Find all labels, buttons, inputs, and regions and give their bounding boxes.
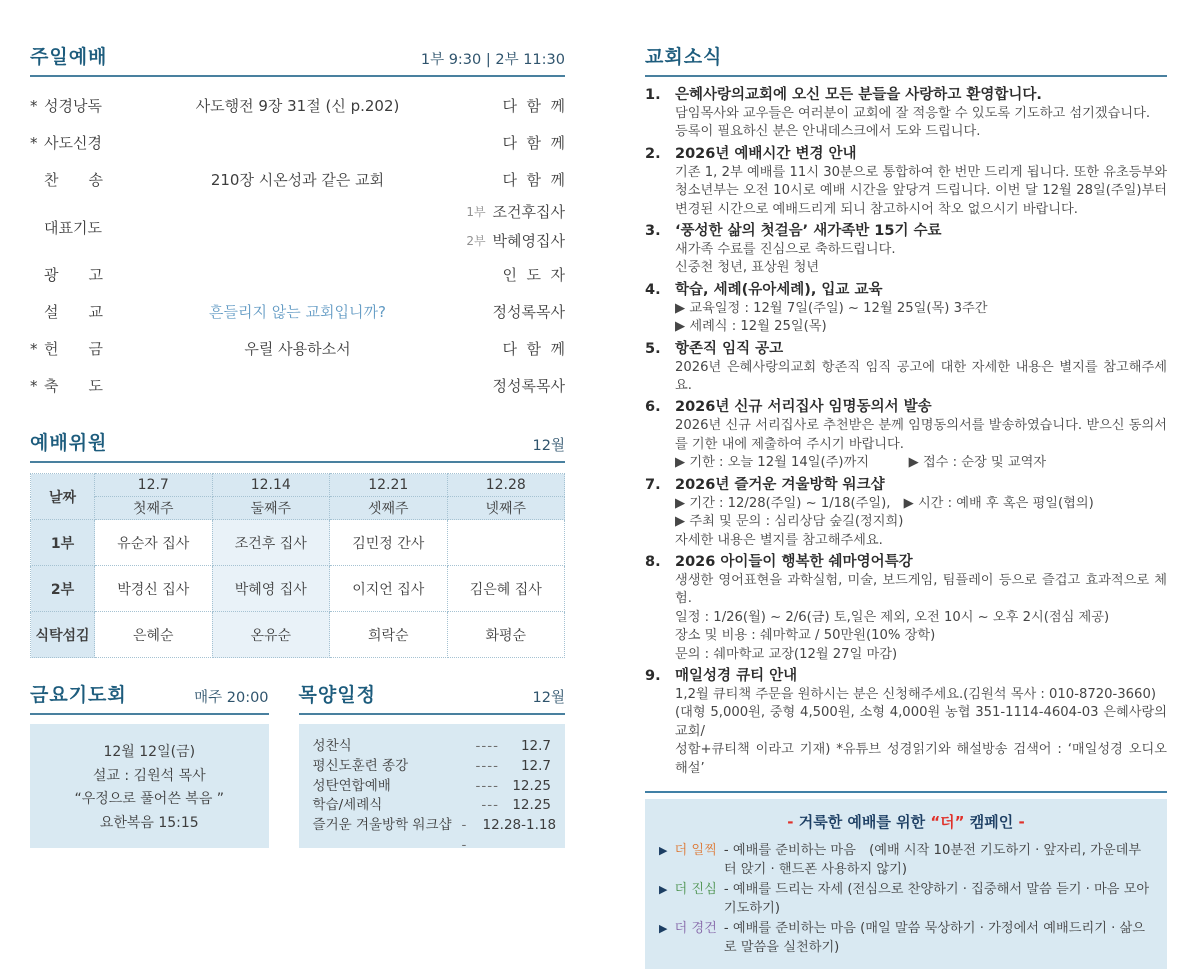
- sunday-worship-times: 1부 9:30 | 2부 11:30: [420, 52, 565, 68]
- news-item-line: 1,2월 큐티책 주문을 원하시는 분은 신청해주세요.(김원석 목사 : 010-8720-3660): [675, 686, 1156, 702]
- schedule-dashes: ----: [475, 757, 499, 774]
- committee-row: [31, 566, 565, 612]
- schedule-date: 12.7: [520, 757, 551, 774]
- news-item-title: 2026년 즐거운 겨울방학 워크샵: [675, 476, 885, 493]
- schedule-row: [312, 816, 557, 856]
- worship-item-label: [30, 169, 152, 190]
- news-item-number: 4.: [645, 281, 661, 298]
- committee-name-cell: 조건후 집사: [212, 520, 330, 566]
- worship-item-assignee: 다 함 께: [502, 134, 565, 152]
- campaign-keyword: 더 진심: [674, 881, 717, 897]
- worship-item-name: 설 교: [44, 303, 103, 321]
- friday-prayer-title: 금요기도회: [30, 684, 127, 706]
- worship-item-assignee: 정성록목사: [492, 377, 565, 395]
- schedule-dashes: ----: [475, 777, 499, 794]
- news-item-content: [675, 476, 1167, 550]
- schedule-row: [313, 737, 551, 757]
- section-sunday-worship: [30, 42, 565, 404]
- left-column: [30, 42, 565, 853]
- friday-prayer-line: 12월 12일(금): [103, 744, 196, 760]
- campaign-bullet-text: - 예배를 준비하는 마음 (매일 말씀 묵상하기 · 가정에서 예배드리기 · 삶으로 말씀을 실천하기): [723, 920, 1145, 955]
- worship-item-label: [30, 301, 152, 322]
- committee-row-label: 식탁섬김: [31, 612, 95, 658]
- schedule-row: [313, 796, 551, 816]
- schedule-date: 12.28-1.18: [482, 817, 557, 834]
- triangle-bullet-icon: ▶: [659, 843, 668, 857]
- news-item: [645, 667, 1172, 778]
- friday-prayer-line: 설교 : 김원석 목사: [92, 767, 206, 784]
- news-item-title: 매일성경 큐티 안내: [675, 667, 798, 684]
- schedule-event-name: 성탄연합예배: [312, 777, 391, 794]
- worship-item-content: 210장 시온성과 같은 교회: [210, 171, 385, 189]
- sermon-title: 흔들리지 않는 교회입니까?: [209, 303, 386, 321]
- news-item-line: 신중천 청년, 표상원 청년: [675, 260, 820, 276]
- news-item-line: 자세한 내용은 별지를 참고해주세요.: [675, 532, 883, 548]
- news-item-content: [675, 340, 1167, 396]
- worship-row: [30, 293, 565, 330]
- news-item-line: 새가족 수료를 진심으로 축하드립니다.: [675, 242, 896, 258]
- worship-item-label: [30, 375, 152, 396]
- committee-name-cell: [447, 520, 565, 566]
- schedule-event-name: 즐거운 겨울방학 워크샵: [312, 817, 452, 834]
- news-item: [645, 476, 1167, 550]
- worship-row: [30, 124, 565, 161]
- schedule-month: 12월: [532, 690, 565, 706]
- friday-prayer-line: “우정으로 풀어쓴 복음 ”: [74, 791, 225, 807]
- friday-prayer-line: 요한복음 15:15: [99, 814, 199, 831]
- sunday-worship-title: 주일예배: [30, 46, 108, 68]
- committee-name-cell: 은혜순: [95, 612, 213, 658]
- news-item-content: [675, 145, 1172, 219]
- worship-item-name: 사도신경: [44, 134, 102, 152]
- section-friday-prayer: [30, 680, 269, 848]
- campaign-box: [645, 799, 1167, 969]
- section-church-news: [645, 42, 1172, 778]
- campaign-keyword: 더 일찍: [674, 842, 717, 858]
- section-pastoral-schedule: [298, 680, 565, 853]
- worship-item-content: 우릴 사용하소서: [244, 340, 351, 358]
- friday-prayer-time: 매주 20:00: [194, 690, 269, 706]
- campaign-title-part: 캠페인: [964, 812, 1019, 831]
- news-item-line: 등록이 필요하신 분은 안내데스크에서 도와 드립니다.: [675, 124, 981, 140]
- news-item-title: 2026년 예배시간 변경 안내: [675, 145, 857, 162]
- news-item-line: ▶ 교육일정 : 12월 7일(주일) ~ 12월 25일(목) 3주간: [675, 300, 988, 316]
- schedule-dashes: ----: [475, 738, 499, 754]
- campaign-bullet-list: [659, 841, 1153, 957]
- news-item-number: 5.: [645, 340, 661, 357]
- schedule-date: 12.25: [512, 777, 551, 794]
- news-item-number: 1.: [645, 87, 661, 103]
- service-part-assignee: [443, 198, 565, 227]
- worship-row: [30, 330, 565, 367]
- committee-name-cell: 박경신 집사: [95, 566, 213, 612]
- news-item-number: 6.: [645, 399, 661, 416]
- schedule-date: 12.25: [512, 797, 551, 814]
- news-item: [645, 222, 1167, 278]
- worship-item-name: 헌 금: [44, 340, 103, 358]
- bottom-left-row: [30, 680, 565, 853]
- campaign-title-part: “더”: [930, 812, 965, 831]
- service-part-label: 1부: [466, 205, 486, 219]
- campaign-section: [645, 791, 1167, 969]
- news-item: [645, 340, 1167, 396]
- campaign-title-part: -: [787, 812, 799, 831]
- schedule-header: [299, 680, 565, 715]
- news-item-line: 기존 1, 2부 예배를 11시 30분으로 통합하여 한 번만 드리게 됩니다. 또한 유초등부와 청소년부는 오전 10시로 예배 시간을 앞당겨 드립니다. 이번 달 12월 28일(주일)부터 변경된 시간으로 예배드리게 되니 참고하시어 착오 없으시기 바랍니다.: [675, 164, 1172, 217]
- news-item: [645, 553, 1167, 664]
- schedule-box: [299, 724, 565, 853]
- news-item: [645, 145, 1172, 219]
- campaign-title: [659, 811, 1153, 832]
- schedule-event-name: 학습/세례식: [312, 797, 383, 814]
- committee-row: [31, 612, 565, 658]
- section-worship-committee: [30, 428, 565, 658]
- asterisk-marker: *: [30, 97, 38, 115]
- committee-month: 12월: [532, 438, 565, 454]
- news-item-number: 9.: [645, 667, 661, 684]
- asterisk-marker: *: [30, 340, 38, 358]
- news-item: [645, 281, 1167, 337]
- campaign-bullet: [659, 919, 1153, 958]
- worship-item-assignee: 인 도 자: [502, 266, 565, 284]
- campaign-bullet: [659, 841, 1153, 880]
- campaign-bullet-text: - 예배를 준비하는 마음 (예배 시작 10분전 기도하기 · 앞자리, 가운데부터 앉기 · 핸드폰 사용하지 않기): [723, 842, 1142, 878]
- worship-item-assignee: 다 함 께: [502, 340, 565, 358]
- news-item-number: 7.: [645, 476, 661, 493]
- worship-item-name: 대표기도: [44, 218, 102, 237]
- triangle-bullet-icon: ▶: [659, 921, 668, 935]
- news-item-line: 생생한 영어표현을 과학실험, 미술, 보드게임, 팀플레이 등으로 즐겁고 효과적으로 체험.: [675, 572, 1167, 607]
- committee-name-cell: 김민정 간사: [330, 520, 448, 566]
- friday-prayer-header: [30, 680, 269, 715]
- committee-week-cell: 셋째주: [330, 497, 448, 520]
- committee-name-cell: 이지언 집사: [330, 566, 448, 612]
- news-item: [645, 86, 1167, 142]
- news-item-title: 학습, 세례(유아세례), 입교 교육: [675, 281, 883, 298]
- worship-row: [30, 198, 565, 256]
- committee-name-cell: 화평순: [447, 612, 565, 658]
- worship-item-label: [30, 264, 152, 285]
- committee-week-cell: 넷째주: [447, 497, 565, 520]
- committee-header: [30, 428, 565, 463]
- committee-title: 예배위원: [30, 432, 108, 454]
- sunday-worship-header: [30, 42, 565, 77]
- committee-week-cell: 첫째주: [95, 497, 213, 520]
- news-item-number: 2.: [645, 145, 661, 162]
- service-part-assignee: [443, 227, 565, 256]
- news-item-line: ▶ 기간 : 12/28(주일) ~ 1/18(주일), ▶ 시간 : 예배 후 혹은 평일(협의): [675, 495, 1094, 511]
- church-news-list: [645, 86, 1172, 778]
- news-item-line: 2026년 은혜사랑의교회 항존직 임직 공고에 대한 자세한 내용은 별지를 참고해주세요.: [675, 359, 1167, 394]
- asterisk-marker: *: [30, 377, 38, 395]
- news-item-number: 3.: [645, 223, 661, 240]
- committee-name-cell: 유순자 집사: [95, 520, 213, 566]
- campaign-title-part: -: [1018, 812, 1025, 831]
- news-item-title: 2026 아이들이 행복한 쉐마영어특강: [675, 553, 913, 570]
- worship-item-name: 찬 송: [44, 171, 103, 189]
- committee-table: [30, 473, 565, 658]
- worship-item-name: 축 도: [44, 377, 103, 395]
- worship-item-assignee: 다 함 께: [502, 171, 565, 189]
- worship-row: [30, 161, 565, 198]
- news-item-line: ▶ 기한 : 오늘 12월 14일(주)까지 ▶ 접수 : 순장 및 교역자: [675, 455, 1047, 471]
- worship-item-label: [30, 338, 152, 359]
- schedule-row: [313, 757, 551, 777]
- news-item-content: [675, 398, 1167, 472]
- committee-header-row-dates: [31, 474, 565, 497]
- schedule-dashes: --: [461, 817, 468, 853]
- friday-prayer-box: [30, 724, 269, 848]
- news-item-line: 성함+큐티책 이라고 기재) *유튜브 성경읽기와 해설방송 검색어 : ‘매일성경 오디오 해설’: [675, 742, 1172, 776]
- committee-name-cell: 온유순: [212, 612, 330, 658]
- committee-corner-label: 날짜: [31, 474, 95, 520]
- news-item-title: 항존직 임직 공고: [675, 340, 784, 357]
- campaign-title-part: 거룩한 예배를 위한: [798, 812, 931, 831]
- news-item-title: 은혜사랑의교회에 오신 모든 분들을 사랑하고 환영합니다.: [675, 87, 1042, 103]
- church-news-title: 교회소식: [645, 46, 723, 68]
- news-item-line: ▶ 주최 및 문의 : 심리상담 숲길(정지희): [675, 514, 904, 530]
- schedule-event-name: 성찬식: [312, 738, 352, 754]
- schedule-row: [313, 777, 551, 797]
- right-column: [645, 42, 1172, 969]
- news-item-line: 2026년 신규 서리집사로 추천받은 분께 임명동의서를 발송하였습니다. 받으신 동의서를 기한 내에 제출하여 주시기 바랍니다.: [675, 418, 1167, 452]
- worship-row: [30, 367, 565, 404]
- asterisk-marker: *: [30, 134, 38, 152]
- campaign-bullet-text: - 예배를 드리는 자세 (전심으로 찬양하기 · 집중해서 말씀 듣기 · 마음 모아 기도하기): [723, 881, 1154, 917]
- news-item: [645, 398, 1167, 472]
- committee-date-cell: 12.7: [95, 474, 213, 497]
- schedule-title: 목양일정: [298, 684, 376, 706]
- committee-row: [31, 520, 565, 566]
- committee-name-cell: 김은혜 집사: [447, 566, 565, 612]
- church-news-header: [645, 42, 1167, 77]
- worship-row: [30, 87, 565, 124]
- news-item-content: [675, 667, 1172, 778]
- committee-row-label: 2부: [31, 566, 95, 612]
- news-item-line: 문의 : 쉐마학교 교장(12월 27일 마감): [675, 646, 898, 662]
- news-item-line: 담임목사와 교우들은 여러분이 교회에 잘 적응할 수 있도록 기도하고 섬기겠습니다.: [675, 106, 1151, 121]
- news-item-content: [675, 281, 1167, 337]
- news-item-content: [675, 553, 1167, 664]
- worship-item-assignee: [443, 198, 565, 256]
- schedule-date: 12.7: [520, 738, 551, 754]
- assignee-name: 조건후집사: [492, 203, 565, 221]
- committee-name-cell: 박혜영 집사: [212, 566, 330, 612]
- news-item-content: [675, 222, 1167, 278]
- campaign-keyword: 더 경건: [674, 920, 717, 936]
- worship-item-assignee: 정성록목사: [492, 303, 565, 321]
- committee-week-cell: 둘째주: [212, 497, 330, 520]
- campaign-bullet: [659, 880, 1153, 919]
- news-item-title: ‘풍성한 삶의 첫걸음’ 새가족반 15기 수료: [675, 223, 942, 240]
- news-item-line: 장소 및 비용 : 쉐마학교 / 50만원(10% 장학): [675, 628, 936, 644]
- service-part-label: 2부: [466, 234, 486, 248]
- news-item-line: ▶ 세례식 : 12월 25일(목): [675, 319, 827, 335]
- assignee-name: 박혜영집사: [492, 232, 565, 250]
- committee-row-label: 1부: [31, 520, 95, 566]
- triangle-bullet-icon: ▶: [659, 882, 668, 896]
- news-item-line: (대형 5,000원, 중형 4,500원, 소형 4,000원 농협 351-1114-4604-03 은혜사랑의교회/: [675, 705, 1167, 739]
- news-item-number: 8.: [645, 553, 661, 570]
- worship-row: [30, 256, 565, 293]
- worship-item-assignee: 다 함 께: [502, 97, 565, 115]
- news-item-content: [675, 86, 1167, 142]
- worship-item-label: [30, 95, 152, 116]
- schedule-dashes: ---: [481, 797, 499, 814]
- committee-date-cell: 12.14: [212, 474, 330, 497]
- committee-name-cell: 희락순: [330, 612, 448, 658]
- schedule-event-name: 평신도훈련 종강: [312, 757, 409, 774]
- worship-item-label: [30, 132, 152, 153]
- committee-header-row-weeks: [31, 497, 565, 520]
- worship-order-list: [30, 87, 565, 404]
- worship-item-content: 사도행전 9장 31절 (신 p.202): [195, 97, 400, 115]
- news-item-line: 일정 : 1/26(월) ~ 2/6(금) 토,일은 제외, 오전 10시 ~ 오후 2시(점심 제공): [675, 609, 1110, 625]
- committee-date-cell: 12.28: [447, 474, 565, 497]
- worship-item-name: 성경낭독: [44, 97, 102, 115]
- worship-item-label: [30, 217, 152, 238]
- committee-date-cell: 12.21: [330, 474, 448, 497]
- news-item-title: 2026년 신규 서리집사 임명동의서 발송: [675, 399, 932, 416]
- worship-item-name: 광 고: [44, 266, 103, 284]
